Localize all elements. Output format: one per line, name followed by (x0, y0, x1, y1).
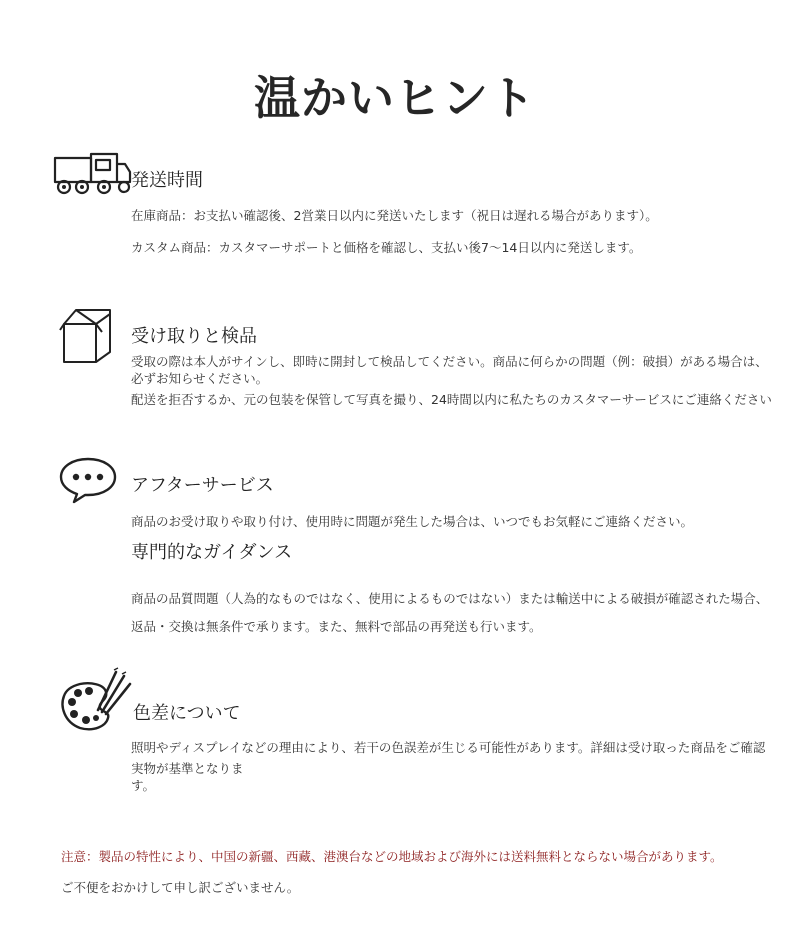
color-line-3: す。 (131, 778, 156, 793)
shipping-line-1: 在庫商品：お支払い確認後、2営業日以内に発送いたします（祝日は遅れる場合があります）。 (131, 208, 658, 223)
chat-bubble-icon (58, 456, 118, 504)
shipping-warning-note: 注意：製品の特性により、中国の新疆、西藏、港澳台などの地域および海外には送料無料とならない場合があります。 (61, 849, 723, 864)
color-heading: 色差について (133, 703, 241, 724)
receiving-heading: 受け取りと検品 (131, 326, 257, 347)
guidance-line-1: 商品の品質問題（人為的なものではなく、使用によるものではない）または輸送中による破損が確認された場合、 (131, 591, 769, 606)
guidance-heading: 専門的なガイダンス (131, 542, 293, 563)
after-service-line-1: 商品のお受け取りや取り付け、使用時に問題が発生した場合は、いつでもお気軽にご連絡ください。 (131, 514, 694, 529)
delivery-truck-icon (52, 152, 132, 196)
shipping-line-2: カスタム商品：カスタマーサポートと価格を確認し、支払い後7〜14日以内に発送します。 (131, 240, 642, 255)
paint-palette-icon (56, 666, 132, 734)
receiving-line-1: 受取の際は本人がサインし、即時に開封して検品してください。商品に何らかの問題（例：破損）がある場合は、 (131, 354, 768, 369)
shipping-heading: 発送時間 (131, 170, 203, 191)
apology-note: ご不便をおかけして申し訳ございません。 (61, 880, 300, 895)
page-title: 温かいヒント (254, 71, 536, 125)
receiving-line-3: 配送を拒否するか、元の包装を保管して写真を撮り、24時間以内に私たちのカスタマーサービスにご連絡ください (131, 392, 772, 407)
after-service-heading: アフターサービス (131, 475, 274, 496)
color-line-1: 照明やディスプレイなどの理由により、若干の色誤差が生じる可能性があります。詳細は受け取った商品をご確認 (131, 740, 766, 755)
color-line-2: 実物が基準となりま (131, 761, 244, 776)
receiving-line-2: 必ずお知らせください。 (131, 371, 269, 386)
guidance-line-2: 返品・交換は無条件で承ります。また、無料で部品の再発送も行います。 (131, 619, 542, 634)
open-box-icon (58, 306, 116, 366)
